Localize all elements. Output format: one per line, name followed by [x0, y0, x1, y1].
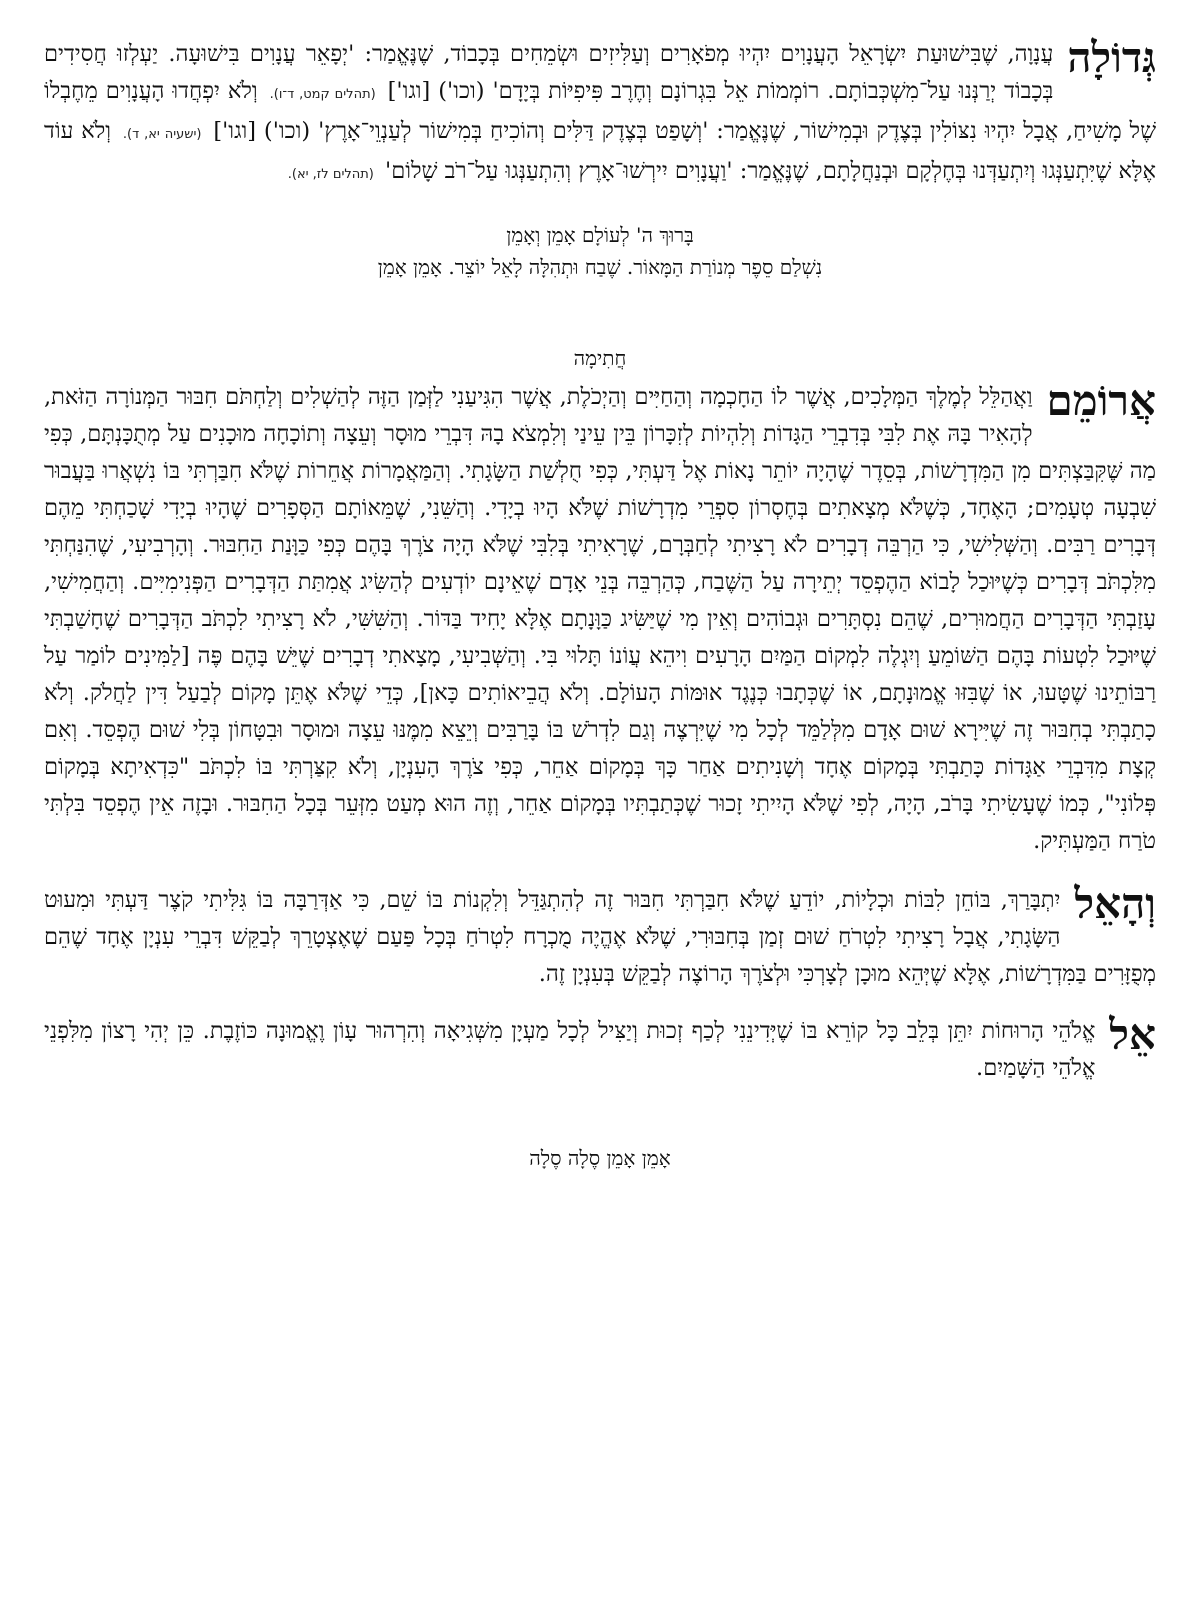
paragraph-text: עֲנָוָה, שֶׁבִּישׁוּעַת יִשְׂרָאֵל הָעֲנָוִים יִהְיוּ מְפֹאָרִים וְעַלִּיזִים וּשְׂמֵחִים בְּכָבוֹד, שֶׁנֶּאֱמַר: 'יְפָאֵר עֲנָוִים בִּישׁוּעָה. יַעְלְזוּ חֲסִידִים בְּכָבוֹד יְרַנְּנוּ עַל־מִשְׁכְּבוֹתָם. רוֹמְמוֹת אֵל בִּגְרוֹנָם וְחֶרֶב פִּיפִיּוֹת בְּיָדָם' (וכו') [וגו']: [44, 41, 1054, 104]
paragraph-god: [44, 879, 1156, 993]
drop-word: אֵל: [1109, 1010, 1156, 1059]
paragraph-text: וְלֹא עוֹד אֶלָּא שֶׁיִּתְעַנְּגוּ וְיִתְעַדְּנוּ בְּחֶלְקָם וּבְנַחֲלָתָם, שֶׁנֶּאֱמַר: 'וַעֲנָוִים יִירְשׁוּ־אָרֶץ וְהִתְעַנְּגוּ עַל־רֹב שָׁלוֹם': [44, 118, 1156, 184]
blessing-line: בָּרוּךְ ה' לְעוֹלָם אָמֵן וְאָמֵן: [506, 223, 694, 247]
drop-word: אֲרוֹמֵם: [1046, 376, 1156, 425]
paragraph-humility: [44, 33, 1157, 193]
source-reference: (ישעיה יא, ד).: [122, 127, 202, 142]
drop-word: גְּדוֹלָה: [1067, 33, 1156, 82]
source-reference: (תהלים קמט, ד־ו).: [269, 87, 376, 102]
source-reference: (תהלים לז, יא).: [287, 167, 374, 182]
paragraph-epilogue: [44, 376, 1156, 860]
drop-word: וְהָאֵל: [1074, 879, 1156, 928]
completion-line: נִשְׁלַם סֵפֶר מְנוֹרַת הַמָּאוֹר. שֶׁבַח וּתְהִלָּה לָאֵל יוֹצֵר. אָמֵן אָמֵן: [377, 255, 823, 279]
paragraph-text: וַאֲהַלֵּל לְמֶלֶךְ הַמְּלָכִים, אֲשֶׁר לוֹ הַחָכְמָה וְהַחַיִּים וְהַיְכֹלֶת, אֲשֶׁר הִגִּיעַנִי לַזְּמַן הַזֶּה לְהַשְׁלִים וְלַחְתֹּם חִבּוּר הַמְּנוֹרָה הַזֹּאת, לְהָאִיר בָּהּ אֶת לִבִּי בְּדִבְרֵי הַגָּדוֹת וְלִהְיוֹת לְזִכָּרוֹן בֵּין עֵינַי וְלִמְצֹא בָהּ דִּבְרֵי מוּסָר וְעֵצָה וְתוֹכָחָה מוּכָנִים עַל מְתֻכָּנְתָּם, כְּפִי מַה שֶּׁקִּבַּצְתִּים מִן הַמִּדְרָשׁוֹת, בְּסֵדֶר שֶׁהָיָה יוֹתֵר נָאוֹת אֶל דַּעְתִּי, כְּפִי חֻלְשַׁת הַשָּׂגָתִי. וְהַמַּאֲמָרוֹת אֲחֵרוֹת שֶׁלֹּא חִבַּרְתִּי בּוֹ נִשְׁאֲרוּ בַּעֲבוּר שִׁבְעָה טְעָמִים; הָאֶחָד, כְּשֶׁלֹּא מְצָאתִים בְּחֶסְרוֹן סִפְרֵי מִדְרָשׁוֹת שֶׁלֹּא הָיוּ בְיָדִי. וְהַשֵּׁנִי, שֶׁמֵּאוֹתָם הַסְּפָרִים שֶׁהָיוּ בְיָדִי שָׁכַחְתִּי מֵהֶם דְּבָרִים רַבִּים. וְהַשְּׁלִישִׁי, כִּי הַרְבֵּה דְבָרִים לֹא רָצִיתִי לְחַבְּרָם, שֶׁרָאִיתִי בְּלִבִּי שֶׁלֹּא הָיָה צֹרֶךְ בָּהֶם כְּפִי כַּוָּנַת הַחִבּוּר. וְהָרְבִיעִי, שֶׁהִנַּחְתִּי מִלִּכְתֹּב דְּבָרִים כְּשֶׁיּוּכַל לָבוֹא הַהֶפְסֵד יְתֵירָה עַל הַשֶּׁבַח, כְּהַרְבֵּה בְּנֵי אָדָם שֶׁאֵינָם יוֹדְעִים לְהַשִּׂיג אֲמִתַּת הַדְּבָרִים הַפְּנִימִיִּים. וְהַחֲמִישִׁי, עָזַבְתִּי הַדְּבָרִים הַחֲמוּרִים, שֶׁהֵם נִסְתָּרִים וּגְבוֹהִים וְאֵין מִי שֶׁיַּשִּׂיג כַּוָּנָתָם אֶלָּא יָחִיד בַּדּוֹר. וְהַשִּׁשִּׁי, לֹא רָצִיתִי לִכְתֹּב הַדְּבָרִים שֶׁחָשַׁבְתִּי שֶׁיּוּכַל לִטְעוֹת בָּהֶם הַשּׁוֹמֵעַ וְיִגְלֶה לִמְקוֹם הַמַּיִם הָרָעִים וִיהֵא עֲוֹנוֹ תָּלוּי בִּי. וְהַשְּׁבִיעִי, מָצָאתִי דְבָרִים שֶׁיֵּשׁ בָּהֶם פֶּה [לַמִּינִים לוֹמַר עַל רַבּוֹתֵינוּ שֶׁטָּעוּ, אוֹ שֶׁבִּזּוּ אֱמוּנָתָם, אוֹ שֶׁכְּתָבוּ כְּנֶגֶד אוּמּוֹת הָעוֹלָם. וְלֹא הֲבֵיאוֹתִים כָּאן], כְּדֵי שֶׁלֹּא אֶתֵּן מָקוֹם לְבַעַל דִּין לַחֲלֹק. וְלֹא כָתַבְתִּי בְחִבּוּר זֶה שֶׁיִּירָא שׁוּם אָדָם מִלְּלַמֵּד לְכָל מִי שֶׁיִּרְצֶה וְגַם לִדְרֹשׁ בּוֹ בָּרַבִּים וְיֵצֵא מִמֶּנּוּ עֵצָה וּמוּסָר וּבִטָּחוֹן בְּלִי שׁוּם הֶפְסֵד. וְאִם קְצָת מִדִּבְרֵי אַגָּדוֹת כָּתַבְתִּי בְּמָקוֹם אֶחָד וְשָׁנִיתִים אַחַר כָּךְ בְּמָקוֹם אַחֵר, כְּפִי צֹרֶךְ הָעִנְיָן, וְלֹא קִצַּרְתִּי בּוֹ לִכְתֹּב "כִּדְאִיתָא בְּמָקוֹם פְּלוֹנִי", כְּמוֹ שֶׁעָשִׂיתִי בָּרֹב, הָיָה, לְפִי שֶׁלֹּא הָיִיתִי זָכוּר שֶׁכְּתַבְתִּיו בְּמָקוֹם אַחֵר, וְזֶה הוּא מְעַט מִזְּעֵר בְּכָל הַחִבּוּר. וּבָזֶה אֵין הֶפְסֵד בִּלְתִּי טֹרַח הַמַּעְתִּיק.: [44, 384, 1156, 854]
paragraph-text: וְלֹא יִפְחֲדוּ הָעֲנָוִים מֵחֶבְלוֹ שֶׁל מָשִׁיחַ, אֲבָל יִהְיוּ נִצּוֹלִין בְּצֶדֶק וּבְמִישׁוֹר, שֶׁנֶּאֱמַר: 'וְשָׁפַט בְּצֶדֶק דַּלִּים וְהוֹכִיחַ בְּמִישׁוֹר לְעַנְוֵי־אָרֶץ' (וכו') [וגו']: [44, 78, 1157, 144]
paragraph-prayer: [44, 1010, 1156, 1087]
section-heading: חֲתִימָה: [573, 346, 627, 370]
closing-blessing: [44, 219, 1156, 283]
paragraph-text: אֱלֹהֵי הָרוּחוֹת יִתֵּן בְּלֵב כָּל קוֹרֵא בּוֹ שֶׁיְּדִינֵנִי לְכַף זְכוּת וְיַצִּיל לְכָל מַעְיָן מִשְּׁגִיאָה וְהִרְהוּר עָוֹן וֶאֱמוּנָה כּוֹזֶבֶת. כֵּן יְהִי רָצוֹן מִלִּפְנֵי אֱלֹהֵי הַשָּׁמַיִם.: [44, 1018, 1096, 1081]
closing-amen: אָמֵן אָמֵן סֶלָה סֶלָה: [529, 1146, 671, 1170]
paragraph-text: יִתְבָּרַךְ, בּוֹחֵן לִבּוֹת וּכְלָיוֹת, יוֹדֵעַ שֶׁלֹּא חִבַּרְתִּי חִבּוּר זֶה לְהִתְגַּדֵּל וְלִקְנוֹת בּוֹ שֵׁם, כִּי אַדְּרַבָּה בּוֹ גִּלִּיתִי קֹצֶר דַּעְתִּי וּמִעוּט הַשָּׂגָתִי, אֲבָל רָצִיתִי לִטְרֹחַ שׁוּם זְמַן בְּחִבּוּרִי, שֶׁלֹּא אֶהֱיֶה מֻכְרָח לִטְרֹחַ בְּכָל פַּעַם שֶׁאֶצְטָרֵךְ לְבַקֵּשׁ דִּבְרֵי עִנְיָן אֶחָד שֶׁהֵם מְפֻזָּרִים בַּמִּדְרָשׁוֹת, אֶלָּא שֶׁיְּהֵא מוּכָן לְצָרְכִּי וּלְצֹרֶךְ הָרוֹצֶה לְבַקֵּשׁ בְּעִנְיָן זֶה.: [44, 887, 1156, 987]
